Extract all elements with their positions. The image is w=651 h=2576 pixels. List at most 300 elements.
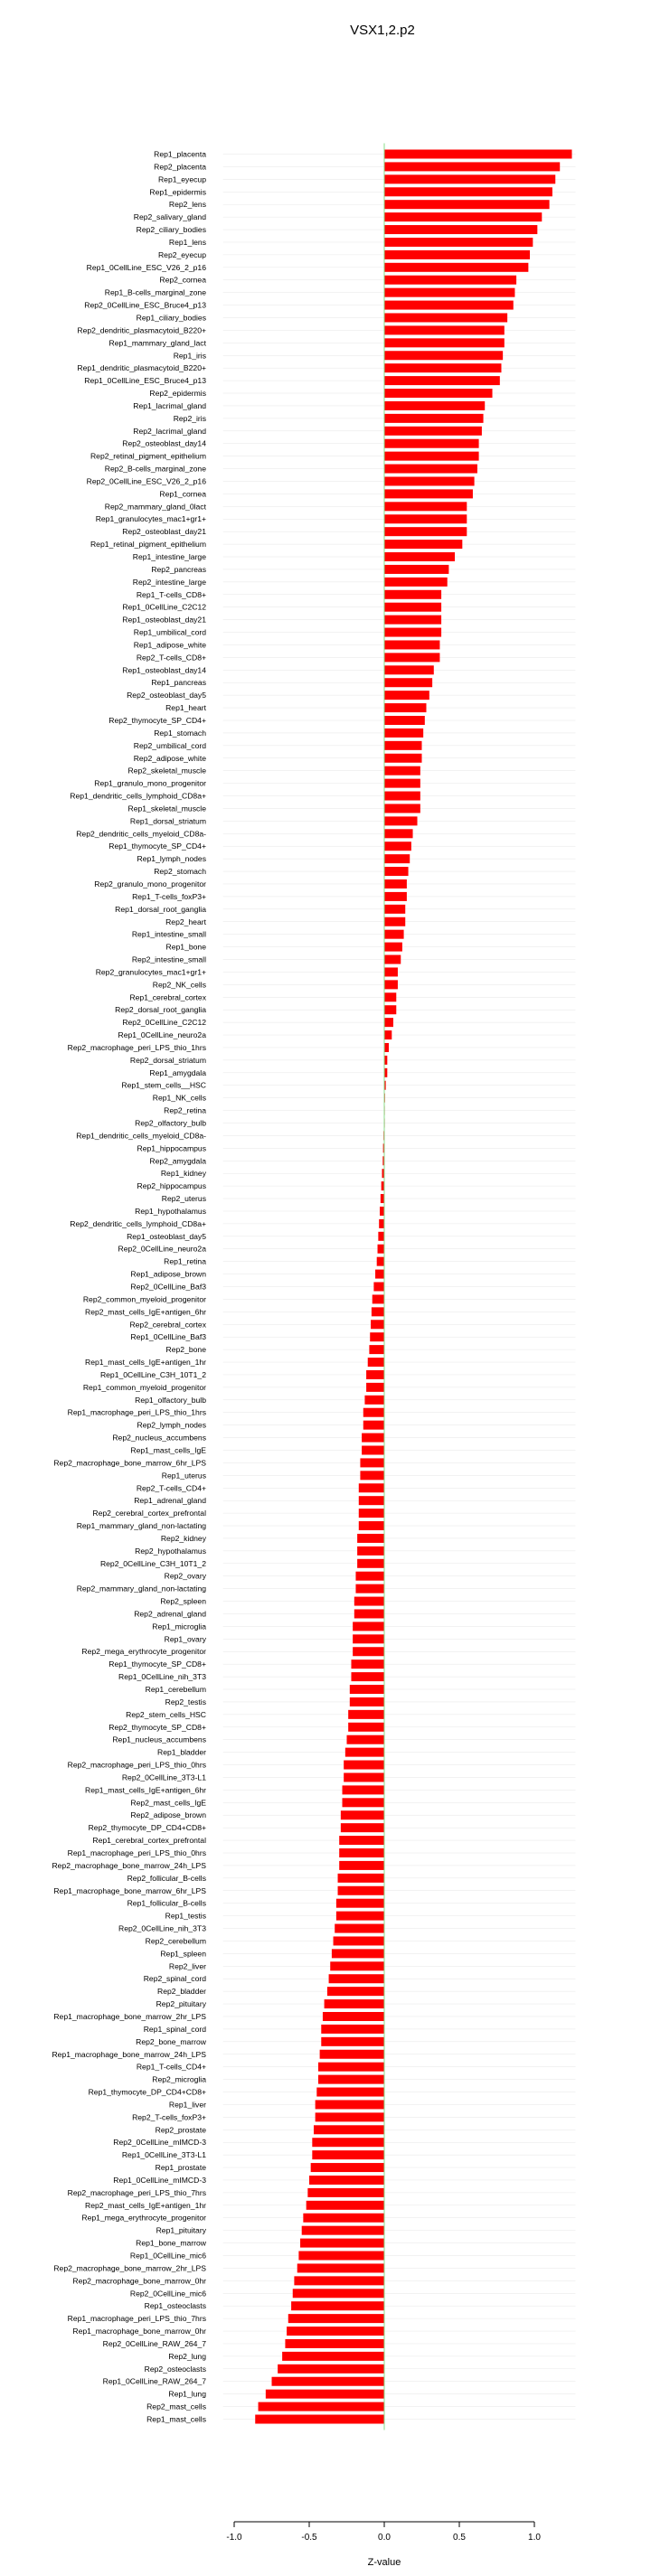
category-label: Rep1_0CellLine_Baf3 bbox=[130, 1332, 206, 1342]
bar bbox=[341, 1810, 384, 1819]
category-label: Rep1_intestine_small bbox=[131, 929, 206, 939]
category-label: Rep2_pituitary bbox=[156, 1999, 206, 2009]
bar bbox=[316, 2100, 384, 2109]
category-label: Rep2_mast_cells bbox=[146, 2402, 206, 2411]
category-label: Rep2_0CellLine_ESC_Bruce4_p13 bbox=[84, 300, 206, 310]
category-label: Rep1_T-cells_CD8+ bbox=[136, 589, 206, 599]
bar bbox=[266, 2390, 384, 2399]
bar bbox=[384, 414, 484, 423]
bar bbox=[384, 552, 455, 561]
bar bbox=[384, 792, 420, 801]
bar bbox=[362, 1434, 384, 1443]
category-label: Rep2_macrophage_peri_LPS_thio_1hrs bbox=[67, 1042, 206, 1052]
category-label: Rep2_mammary_gland_0lact bbox=[104, 502, 206, 512]
category-label: Rep2_0CellLine_C3H_10T1_2 bbox=[99, 1558, 206, 1568]
category-label: Rep2_bone bbox=[165, 1345, 206, 1355]
bar bbox=[384, 766, 420, 776]
bar bbox=[384, 879, 407, 888]
category-label: Rep2_mammary_gland_non-lactating bbox=[76, 1584, 206, 1594]
category-label: Rep1_common_myeloid_progenitor bbox=[82, 1382, 206, 1392]
category-label: Rep2_dorsal_root_ganglia bbox=[115, 1005, 206, 1015]
bar bbox=[363, 1408, 384, 1417]
category-label: Rep2_testis bbox=[165, 1697, 206, 1706]
bar bbox=[330, 1961, 384, 1970]
category-label: Rep2_dendritic_cells_lymphoid_CD8a+ bbox=[70, 1218, 206, 1228]
bar bbox=[378, 1232, 384, 1241]
category-label: Rep2_amygdala bbox=[149, 1156, 206, 1166]
bar bbox=[384, 363, 501, 372]
category-label: Rep1_T-cells_foxP3+ bbox=[132, 891, 206, 901]
bar bbox=[384, 905, 405, 914]
bar bbox=[384, 502, 467, 511]
category-label: Rep1_stomach bbox=[154, 728, 206, 738]
category-label: Rep1_dorsal_root_ganglia bbox=[115, 904, 206, 914]
category-label: Rep2_epidermis bbox=[149, 389, 206, 399]
category-label: Rep2_uterus bbox=[161, 1194, 206, 1204]
bar bbox=[384, 691, 429, 700]
bar bbox=[366, 1383, 384, 1392]
bar bbox=[316, 2088, 384, 2097]
bar bbox=[384, 841, 411, 851]
bar bbox=[384, 276, 516, 285]
category-label: Rep1_retinal_pigment_epithelium bbox=[90, 540, 206, 550]
category-label: Rep1_follicular_B-cells bbox=[127, 1898, 206, 1908]
category-label: Rep2_spinal_cord bbox=[143, 1974, 206, 1984]
bar bbox=[384, 325, 505, 334]
bar bbox=[384, 829, 413, 838]
category-label: Rep1_0CellLine_3T3-L1 bbox=[121, 2150, 206, 2160]
category-label: Rep2_mast_cells_IgE bbox=[130, 1798, 206, 1808]
bar bbox=[384, 943, 402, 952]
category-label: Rep2_0CellLine_mIMCD-3 bbox=[113, 2138, 206, 2148]
bar bbox=[384, 238, 533, 247]
category-label: Rep1_bone_marrow bbox=[136, 2238, 206, 2248]
category-label: Rep1_uterus bbox=[161, 1471, 206, 1481]
bar bbox=[384, 427, 482, 436]
category-label: Rep1_testis bbox=[165, 1911, 206, 1921]
x-axis-ticks bbox=[226, 2522, 541, 2543]
bar bbox=[321, 2037, 384, 2046]
category-label: Rep2_macrophage_bone_marrow_2hr_LPS bbox=[53, 2263, 206, 2273]
category-label: Rep1_stem_cells__HSC bbox=[121, 1080, 206, 1090]
bar bbox=[350, 1697, 384, 1706]
category-label: Rep2_0CellLine_RAW_264_7 bbox=[102, 2338, 206, 2348]
category-label: Rep1_cerebral_cortex_prefrontal bbox=[92, 1836, 206, 1846]
category-label: Rep2_0CellLine_3T3-L1 bbox=[121, 1772, 206, 1782]
bar bbox=[372, 1307, 384, 1316]
bar bbox=[368, 1358, 384, 1367]
bar bbox=[335, 1924, 384, 1933]
x-tick-label: 1.0 bbox=[528, 2533, 541, 2543]
bar bbox=[384, 476, 475, 485]
category-label: Rep2_B-cells_marginal_zone bbox=[104, 464, 206, 474]
category-label: Rep1_osteoblast_day14 bbox=[122, 665, 206, 675]
category-label: Rep1_pancreas bbox=[151, 678, 206, 688]
category-label: Rep2_olfactory_bulb bbox=[135, 1118, 206, 1128]
bar bbox=[384, 401, 485, 410]
category-label: Rep1_0CellLine_neuro2a bbox=[118, 1030, 206, 1040]
bar bbox=[288, 2314, 384, 2323]
category-label: Rep2_thymocyte_SP_CD4+ bbox=[108, 716, 206, 725]
category-label: Rep2_macrophage_peri_LPS_thio_0hrs bbox=[67, 1760, 206, 1770]
category-label: Rep1_adrenal_gland bbox=[134, 1496, 206, 1506]
bar bbox=[384, 955, 401, 964]
bar bbox=[384, 351, 503, 360]
category-label: Rep1_dendritic_cells_myeloid_CD8a- bbox=[76, 1131, 206, 1141]
category-label: Rep1_B-cells_marginal_zone bbox=[104, 287, 206, 297]
bar bbox=[384, 992, 396, 1001]
category-label: Rep1_iris bbox=[173, 351, 206, 361]
category-label: Rep1_nucleus_accumbens bbox=[112, 1735, 206, 1744]
bar bbox=[344, 1761, 384, 1770]
bar bbox=[378, 1245, 384, 1254]
category-label: Rep2_osteoclasts bbox=[144, 2364, 206, 2374]
bar bbox=[278, 2364, 384, 2374]
category-label: Rep1_eyecup bbox=[157, 174, 206, 184]
x-tick-label: 0.0 bbox=[378, 2533, 391, 2543]
bar bbox=[384, 616, 441, 625]
category-label: Rep1_cerebellum bbox=[145, 1685, 206, 1695]
bar bbox=[353, 1647, 384, 1656]
bar bbox=[384, 162, 560, 171]
category-label: Rep1_ovary bbox=[164, 1634, 206, 1644]
bar bbox=[384, 779, 420, 788]
category-label: Rep2_dendritic_cells_myeloid_CD8a- bbox=[76, 829, 206, 839]
bar bbox=[339, 1861, 384, 1870]
category-label: Rep2_stomach bbox=[154, 867, 206, 877]
category-label: Rep2_granulo_mono_progenitor bbox=[94, 879, 206, 888]
category-label: Rep1_macrophage_peri_LPS_thio_7hrs bbox=[67, 2314, 206, 2324]
chart-title: VSX1,2.p2 bbox=[350, 23, 415, 38]
category-label: Rep2_osteoblast_day5 bbox=[127, 691, 206, 700]
category-label: Rep1_retina bbox=[164, 1256, 206, 1266]
bar bbox=[312, 2138, 384, 2147]
category-label: Rep2_pancreas bbox=[151, 564, 206, 574]
bar bbox=[384, 1005, 396, 1014]
category-label: Rep1_mast_cells_IgE+antigen_6hr bbox=[84, 1785, 206, 1795]
bar bbox=[303, 2214, 384, 2223]
category-label: Rep2_retina bbox=[164, 1105, 206, 1115]
x-tick-label: 0.5 bbox=[453, 2533, 466, 2543]
bar bbox=[363, 1421, 384, 1430]
category-label: Rep2_lacrimal_gland bbox=[133, 426, 206, 436]
category-label: Rep1_kidney bbox=[160, 1169, 206, 1179]
bar bbox=[339, 1836, 384, 1845]
bar bbox=[318, 2075, 384, 2084]
bar bbox=[344, 1772, 384, 1782]
bar bbox=[384, 892, 407, 901]
category-label: Rep1_heart bbox=[165, 703, 206, 713]
bar bbox=[369, 1345, 384, 1354]
bar bbox=[384, 703, 426, 712]
category-label: Rep2_thymocyte_SP_CD8+ bbox=[108, 1722, 206, 1732]
bar bbox=[384, 816, 418, 825]
bar bbox=[384, 578, 448, 587]
category-label: Rep2_T-cells_CD4+ bbox=[136, 1483, 206, 1493]
bar bbox=[339, 1848, 384, 1857]
bar bbox=[380, 1207, 384, 1216]
bar bbox=[384, 678, 432, 687]
category-label: Rep1_placenta bbox=[154, 149, 206, 159]
bar bbox=[300, 2239, 384, 2248]
bar bbox=[384, 603, 441, 612]
category-label: Rep1_amygdala bbox=[149, 1067, 206, 1077]
category-label: Rep2_umbilical_cord bbox=[133, 740, 206, 750]
bar bbox=[307, 2201, 384, 2210]
category-label: Rep2_bone_marrow bbox=[136, 2036, 206, 2046]
category-label: Rep1_0CellLine_ESC_Bruce4_p13 bbox=[84, 376, 206, 386]
category-label: Rep1_dorsal_striatum bbox=[129, 816, 206, 826]
bar bbox=[347, 1735, 385, 1744]
bar bbox=[348, 1723, 384, 1732]
category-label: Rep2_intestine_small bbox=[131, 954, 206, 964]
category-label: Rep1_umbilical_cord bbox=[133, 627, 206, 637]
category-label: Rep2_hippocampus bbox=[137, 1181, 206, 1191]
category-label: Rep2_macrophage_bone_marrow_6hr_LPS bbox=[53, 1458, 206, 1468]
bar bbox=[320, 2050, 384, 2059]
category-label: Rep1_0CellLine_nih_3T3 bbox=[118, 1672, 206, 1682]
category-label: Rep1_lymph_nodes bbox=[137, 854, 206, 864]
category-label: Rep1_0CellLine_mic6 bbox=[129, 2251, 206, 2261]
category-label: Rep1_granulo_mono_progenitor bbox=[94, 778, 206, 788]
category-label: Rep1_osteoblast_day5 bbox=[127, 1231, 206, 1241]
bar bbox=[345, 1748, 384, 1757]
bar bbox=[384, 514, 467, 523]
category-label: Rep1_bladder bbox=[157, 1747, 206, 1757]
bar bbox=[384, 980, 398, 989]
bar bbox=[351, 1672, 384, 1681]
bar bbox=[353, 1634, 384, 1643]
category-label: Rep1_adipose_white bbox=[133, 640, 206, 650]
category-label: Rep1_thymocyte_SP_CD8+ bbox=[108, 1659, 206, 1669]
bar bbox=[354, 1609, 384, 1618]
category-label: Rep2_thymocyte_DP_CD4+CD8+ bbox=[88, 1823, 206, 1833]
bar bbox=[327, 1987, 384, 1996]
category-label: Rep1_mast_cells bbox=[146, 2414, 206, 2424]
bar bbox=[294, 2276, 384, 2285]
bar bbox=[377, 1257, 384, 1266]
category-label: Rep1_skeletal_muscle bbox=[127, 804, 206, 813]
bar bbox=[359, 1496, 384, 1505]
bar bbox=[353, 1622, 384, 1631]
category-label: Rep2_0CellLine_Baf3 bbox=[130, 1282, 206, 1292]
bar bbox=[343, 1798, 384, 1807]
bar bbox=[355, 1584, 384, 1594]
bar bbox=[384, 389, 493, 398]
bar bbox=[379, 1219, 384, 1228]
category-label: Rep2_macrophage_bone_marrow_0hr bbox=[72, 2276, 206, 2286]
category-label: Rep1_hippocampus bbox=[137, 1143, 206, 1153]
category-label: Rep2_intestine_large bbox=[132, 577, 206, 587]
category-label: Rep2_lymph_nodes bbox=[137, 1420, 206, 1430]
bar bbox=[329, 1974, 384, 1983]
bar bbox=[384, 439, 479, 448]
bar bbox=[384, 804, 420, 813]
bar bbox=[384, 967, 398, 976]
category-label: Rep1_mammary_gland_non-lactating bbox=[76, 1521, 206, 1531]
category-label: Rep1_thymocyte_DP_CD4+CD8+ bbox=[88, 2087, 206, 2097]
bar bbox=[338, 1886, 384, 1895]
bar bbox=[384, 540, 462, 549]
category-label: Rep1_mast_cells_IgE+antigen_1hr bbox=[84, 1358, 206, 1368]
bar bbox=[384, 1030, 392, 1039]
category-label: Rep2_adipose_white bbox=[133, 753, 206, 763]
category-label: Rep1_lung bbox=[168, 2389, 206, 2399]
bar bbox=[384, 640, 439, 649]
bar bbox=[282, 2352, 384, 2361]
bar bbox=[314, 2125, 384, 2134]
category-label: Rep2_heart bbox=[165, 917, 206, 926]
bar bbox=[272, 2377, 385, 2386]
bar bbox=[384, 729, 423, 738]
category-label: Rep2_mast_cells_IgE+antigen_6hr bbox=[84, 1307, 206, 1317]
category-label: Rep2_lung bbox=[168, 2351, 206, 2361]
bar bbox=[384, 1018, 393, 1027]
category-label: Rep1_microglia bbox=[152, 1622, 206, 1631]
bar bbox=[336, 1899, 384, 1908]
bar bbox=[360, 1458, 384, 1467]
bar bbox=[357, 1547, 384, 1556]
bar bbox=[384, 174, 555, 183]
bar bbox=[384, 452, 479, 461]
category-label: Rep1_0CellLine_C3H_10T1_2 bbox=[99, 1369, 206, 1379]
bar bbox=[259, 2402, 384, 2411]
category-label: Rep1_spinal_cord bbox=[143, 2024, 206, 2034]
category-label: Rep2_dendritic_plasmacytoid_B220+ bbox=[77, 325, 206, 335]
bar bbox=[311, 2163, 384, 2172]
category-label: Rep2_ciliary_bodies bbox=[136, 225, 206, 235]
category-label: Rep2_adipose_brown bbox=[130, 1810, 206, 1820]
category-label: Rep1_T-cells_CD4+ bbox=[136, 2062, 206, 2072]
bar bbox=[366, 1370, 384, 1379]
bar bbox=[336, 1912, 384, 1921]
bar bbox=[318, 2063, 384, 2072]
category-label: Rep1_cerebral_cortex bbox=[129, 992, 206, 1002]
category-label: Rep1_bone bbox=[165, 942, 206, 952]
category-label: Rep2_placenta bbox=[154, 162, 206, 172]
x-tick-label: -1.0 bbox=[226, 2533, 242, 2543]
bar bbox=[384, 288, 514, 297]
bar bbox=[370, 1332, 384, 1341]
x-axis-label: Z-value bbox=[367, 2557, 401, 2568]
bar bbox=[338, 1874, 384, 1883]
category-label: Rep2_0CellLine_nih_3T3 bbox=[118, 1923, 206, 1933]
category-label: Rep2_retinal_pigment_epithelium bbox=[90, 451, 206, 461]
bar bbox=[384, 867, 409, 876]
bar bbox=[371, 1320, 384, 1329]
category-label: Rep2_NK_cells bbox=[152, 980, 206, 990]
bar bbox=[355, 1572, 384, 1581]
bar bbox=[364, 1396, 384, 1405]
category-label: Rep1_macrophage_peri_LPS_thio_0hrs bbox=[67, 1848, 206, 1857]
x-tick-label: -0.5 bbox=[301, 2533, 317, 2543]
category-label: Rep2_skeletal_muscle bbox=[127, 766, 206, 776]
category-labels bbox=[52, 150, 206, 2424]
category-label: Rep2_cerebellum bbox=[145, 1936, 206, 1946]
category-label: Rep1_mast_cells_IgE bbox=[130, 1445, 206, 1455]
category-label: Rep1_0CellLine_C2C12 bbox=[122, 602, 206, 612]
bar bbox=[255, 2415, 384, 2424]
category-label: Rep1_cornea bbox=[159, 489, 206, 499]
category-label: Rep2_cornea bbox=[159, 275, 206, 285]
bar bbox=[307, 2188, 384, 2197]
category-label: Rep2_cerebral_cortex bbox=[129, 1320, 206, 1330]
bar bbox=[384, 1043, 389, 1052]
bar bbox=[359, 1521, 384, 1530]
bar bbox=[293, 2289, 384, 2298]
bar bbox=[384, 854, 410, 863]
category-label: Rep2_hypothalamus bbox=[135, 1546, 206, 1556]
bar bbox=[323, 2012, 384, 2021]
category-label: Rep1_granulocytes_mac1+gr1+ bbox=[95, 514, 206, 524]
bar bbox=[384, 338, 505, 347]
bar bbox=[384, 187, 552, 196]
category-label: Rep2_microglia bbox=[152, 2074, 206, 2084]
bar bbox=[360, 1471, 384, 1480]
bar bbox=[384, 653, 439, 662]
category-label: Rep1_lacrimal_gland bbox=[133, 400, 206, 410]
bar bbox=[384, 376, 500, 385]
category-label: Rep2_macrophage_bone_marrow_24h_LPS bbox=[52, 1860, 206, 1870]
category-label: Rep1_macrophage_bone_marrow_24h_LPS bbox=[52, 2049, 206, 2059]
category-label: Rep2_0CellLine_neuro2a bbox=[118, 1244, 206, 1254]
bar bbox=[384, 917, 405, 926]
bar bbox=[312, 2150, 384, 2159]
category-label: Rep2_lens bbox=[168, 200, 206, 210]
bar bbox=[302, 2226, 384, 2235]
bar bbox=[285, 2339, 384, 2348]
category-label: Rep1_adipose_brown bbox=[130, 1269, 206, 1279]
bar bbox=[384, 565, 448, 574]
category-label: Rep2_spleen bbox=[160, 1596, 206, 1606]
category-label: Rep1_osteoblast_day21 bbox=[122, 615, 206, 625]
bar bbox=[384, 465, 477, 474]
category-label: Rep2_mast_cells_IgE+antigen_1hr bbox=[84, 2200, 206, 2210]
category-label: Rep2_iris bbox=[173, 413, 206, 423]
category-label: Rep1_macrophage_bone_marrow_6hr_LPS bbox=[53, 1885, 206, 1895]
category-label: Rep2_T-cells_foxP3+ bbox=[132, 2112, 206, 2122]
category-label: Rep2_stem_cells_HSC bbox=[126, 1709, 206, 1719]
bar bbox=[343, 1785, 384, 1794]
bar bbox=[359, 1509, 384, 1518]
category-label: Rep1_spleen bbox=[160, 1949, 206, 1959]
category-label: Rep1_lens bbox=[168, 237, 206, 247]
bar bbox=[384, 212, 542, 221]
bar bbox=[373, 1283, 384, 1292]
bar bbox=[384, 225, 537, 234]
bar bbox=[384, 200, 550, 209]
category-label: Rep1_macrophage_bone_marrow_0hr bbox=[72, 2327, 206, 2336]
category-label: Rep1_0CellLine_mIMCD-3 bbox=[113, 2175, 206, 2185]
bar bbox=[384, 313, 507, 322]
category-label: Rep1_dendritic_plasmacytoid_B220+ bbox=[77, 363, 206, 373]
bar bbox=[384, 250, 530, 259]
category-label: Rep2_common_myeloid_progenitor bbox=[82, 1294, 206, 1304]
bar bbox=[384, 716, 425, 725]
bar bbox=[297, 2263, 384, 2272]
category-label: Rep1_macrophage_bone_marrow_2hr_LPS bbox=[53, 2011, 206, 2021]
bar bbox=[384, 489, 473, 498]
bar bbox=[291, 2301, 384, 2310]
category-label: Rep2_granulocytes_mac1+gr1+ bbox=[95, 967, 206, 977]
bar bbox=[375, 1270, 384, 1279]
bar bbox=[384, 665, 434, 674]
category-label: Rep2_eyecup bbox=[157, 249, 206, 259]
category-label: Rep2_nucleus_accumbens bbox=[112, 1433, 206, 1443]
category-label: Rep2_osteoblast_day14 bbox=[122, 438, 206, 448]
category-label: Rep2_0CellLine_mic6 bbox=[129, 2289, 206, 2299]
category-label: Rep2_salivary_gland bbox=[133, 212, 206, 222]
